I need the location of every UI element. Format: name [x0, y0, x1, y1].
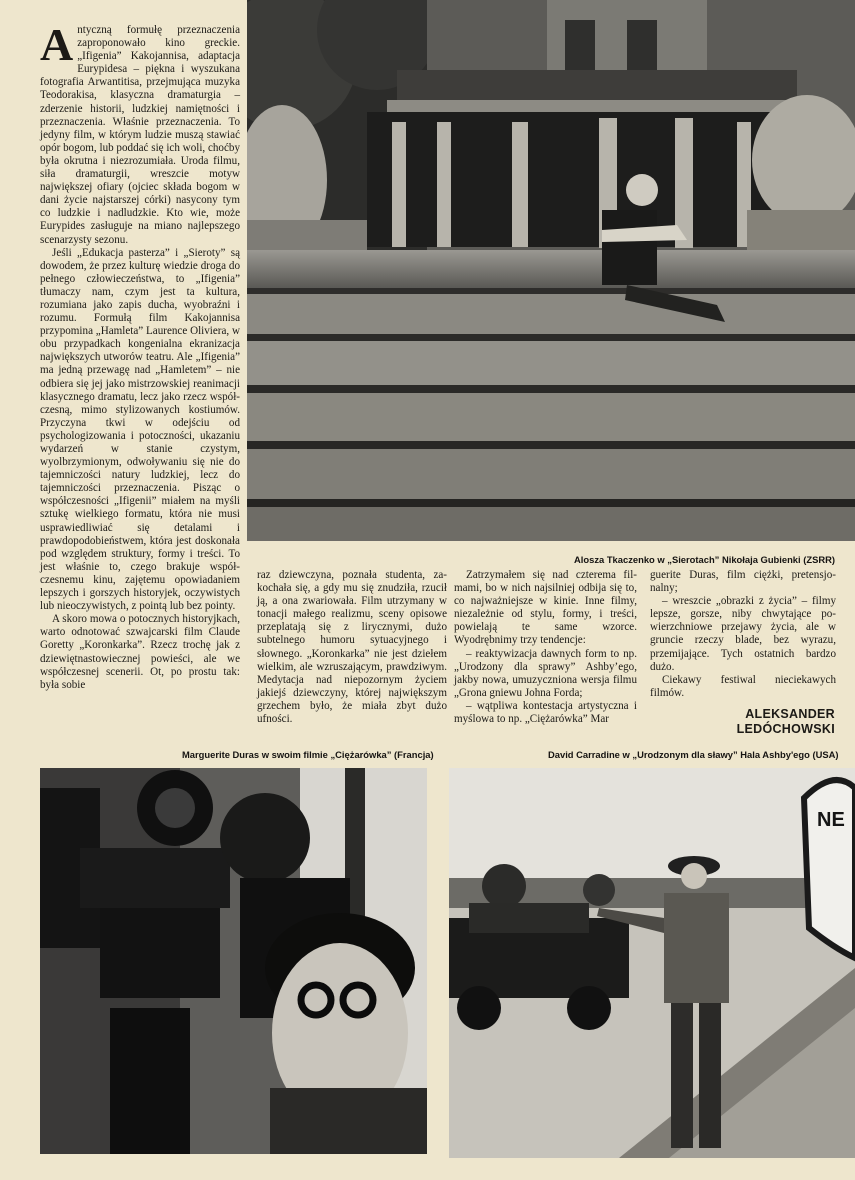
caption-top-photo: Alosza Tkaczenko w „Sierotach” Nikołaja Gubienki (ZSRR)	[574, 554, 835, 565]
article-paragraph-10: Ciekawy festiwal nieciekawych filmów.	[650, 673, 836, 699]
road-sign-text: NE	[817, 809, 845, 831]
photo-marguerite-duras-graphic	[40, 768, 427, 1154]
bleed-through-artifact	[255, 545, 585, 567]
article-left-column	[40, 19, 240, 692]
article-paragraph-9: – wreszcie „obrazki z życia” – filmy lepsze, gorsze, niby chwytające powierzchniowe przejawy życia, ale w gruncie rzeczy blade, bez wyrazu, przemijające. Tych ostatnich bardzo dużo.	[650, 595, 836, 673]
article-paragraph-4: raz dziewczyna, poznała studenta, zakochała się, a gdy mu się znudziła, rzucił ją, a ona zwariowała. Film utrzymany w tonacji małego realizmu, sceny opisowe przeplatają się z lirycznymi, dużo subtelnego humoru sytuacyjnego i słownego. „Koronkarka” nie jest dziełem wielkim, ale wzruszającym, prawdziwym. Medytacja nad niepozornym życiem jakiejś dziewczyny, której największym grzechem było, że miała zbyt dużo ufności.	[257, 569, 447, 726]
dropcap-letter: A	[40, 19, 74, 70]
caption-bottom-left-photo: Marguerite Duras w swoim filmie „Ciężarówka” (Francja)	[182, 749, 434, 760]
article-paragraph-5: Zatrzymałem się nad czterema filmami, bo w nich najsilniej odbija się to, co najważniejsze w kinie. Inne filmy, niezależnie od stylu, formy, i treści, powielają te same wzorce. Wyodrębnimy trzy tendencje:	[454, 569, 637, 647]
article-paragraph-1	[40, 19, 240, 247]
photo-palace-steps	[247, 0, 855, 541]
photo-marguerite-duras	[40, 768, 427, 1154]
photo-david-carradine-graphic	[449, 768, 855, 1158]
photo-david-carradine	[449, 768, 855, 1158]
article-bottom-column-3	[650, 569, 836, 700]
caption-bottom-right-photo: David Carradine w „Urodzonym dla sławy” Hala Ashby'ego (USA)	[548, 749, 839, 760]
article-paragraph-6: – reaktywizacja dawnych form to np. „Urodzony dla sprawy” Ashby’ego, jakby nowa, umuzyczniona wersja filmu „Grona gniewu Johna Forda;	[454, 647, 637, 699]
article-paragraph-2: Jeśli „Edukacja pasterza” i „Sieroty” są dowodem, że przez kulturę wiedzie droga do pełnego człowieczeństwa, to „Ifigenia” tłumaczy nam, czym jest ta kultura, rozumiana jako zapis ducha, wyobraźni i rozumu. Formułą film Kakojannisa przypomina „Hamleta” Laurence Oliviera, w obu przypadkach kongenialna ekranizacja największych utworów teatru. Ale „Ifigenia” ma jedną przewagę nad „Hamletem” – nie odbiera się jej jako mistrzowskiej reanimacji klasycznego dramatu, lecz jako rzecz współczesną, mimo stylizowanych kostiumów. Przyczyna tkwi w odejściu od psychologizowania i potoczności, ukazaniu wydarzeń w stanie czystym, wyolbrzymionym, odwoływaniu się nie do tajemniczości natury ludzkiej, lecz do tajemniczości przeznaczenia. Pisząc o współczesności „Ifigenii” miałem na myśli sztukę wielkiego formatu, która nie musi usprawiedliwiać się detalami i prawdopodobieństwem, która jest doskonała pod względem struktury, formy i treści. To jest właśnie to, czego brakuje współczesnemu kinu, zajętemu opowiadaniem lepszych i gorszych historyjek, oczywistych lub nieoczywistych, z pointą lub bez pointy.	[40, 246, 240, 613]
photo-palace-steps-graphic	[247, 0, 855, 541]
article-bottom-column-1	[257, 569, 447, 726]
article-paragraph-1-text: ntyczną formułę przeznaczenia zaproponowało kino greckie. „Ifigenia” Kakojannisa, adaptacja Eurypidesa – piękna i wyszukana fotografia Arwantitisa, przejmująca muzyka Teodorakisa, klasyczna dramaturgia – zderzenie historii, ludzkiej namiętności i przeznaczenia. Właśnie przeznaczenia. To jedyny film, w którym ludzie muszą stawiać opór bogom, lub poddać się ich woli, choćby była okrutna i niezrozumiała. Uroda filmu, siła dramaturgii, wreszcie motyw największej ofiary (ojciec składa bogom w dani życie najstarszej córki) nasycony tym co ludzkie i nadludzkie. Kto wie, może Eurypides zasługuje na miano najlepszego scenarzysty sezonu.	[40, 24, 240, 246]
author-first-name: ALEKSANDER	[745, 707, 835, 721]
article-paragraph-3: A skoro mowa o potocznych historyjkach, warto odnotować szwajcarski film Claude Goretty „Koronkarka”. Rzecz trochę jak z dziewiętnastowiecznej powieści, ale we współczesnej scenerii. Ot, po prostu tak: była sobie	[40, 613, 240, 691]
author-signature	[737, 707, 835, 737]
author-last-name: LEDÓCHOWSKI	[736, 722, 835, 736]
article-paragraph-7: – wątpliwa kontestacja artystyczna i myślowa to np. „Ciężarówka” Mar	[454, 699, 637, 726]
article-bottom-column-2	[454, 569, 637, 726]
article-paragraph-8: guerite Duras, film ciężki, pretensjonalny;	[650, 569, 836, 595]
